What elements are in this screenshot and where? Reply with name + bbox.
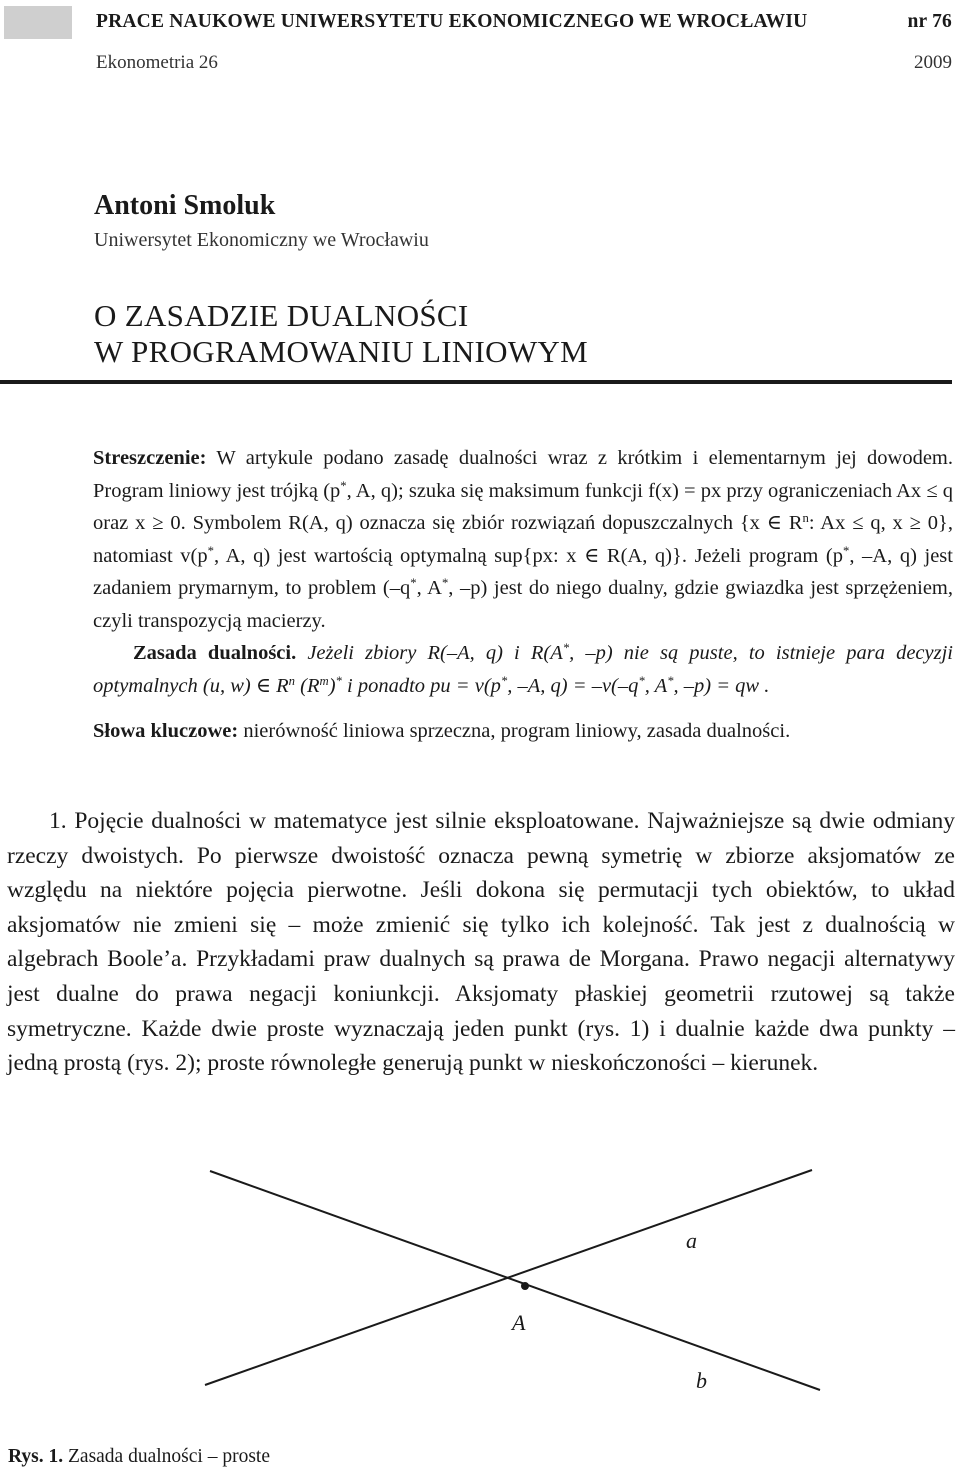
superscript: * [340,478,347,493]
superscript: m [319,673,329,688]
principle-text-1: Jeżeli zbiory R(–A, q) i R(A [296,642,563,664]
principle-text-5: i ponadto pu = v(p [341,674,501,697]
abstract-label: Streszczenie: [93,447,207,469]
label-b: b [696,1368,707,1393]
figure-1-diagram [0,1160,960,1420]
principle-label: Zasada dualności. [133,642,297,664]
abstract-text-3: : Ax ≤ q, x ≥ 0}, natomiast v(p [93,512,953,567]
figure-1 [0,1160,960,1420]
superscript: * [667,673,674,688]
intersection-point [521,1282,529,1290]
series-name: Ekonometria 26 [96,52,218,73]
caption-text: Zasada dualności – proste [63,1446,270,1467]
label-point-A: A [512,1310,526,1335]
superscript: n [802,511,809,526]
author-name: Antoni Smoluk [94,190,276,221]
principle-text-8: , –p) = qw . [673,674,770,697]
keywords-text: nierówność liniowa sprzeczna, program liniowy, zasada dualności. [238,720,791,742]
principle-text-6: , –A, q) = –v(–q [507,674,639,697]
paper-title-line-2: W PROGRAMOWANIU LINIOWYM [94,334,588,369]
abstract [93,442,953,748]
paper-title-line-1: O ZASADZIE DUALNOŚCI [94,298,469,333]
abstract-text-7: , –p) jest do niego dualny, gdzie gwiazdka jest sprzężeniem, czyli transpozycją macierzy. [93,577,953,632]
journal-header [0,0,960,44]
body-section-1 [7,804,955,1081]
abstract-text-2: , A, q); szuka się maksimum funkcji f(x) = px przy ograniczeniach Ax ≤ q oraz x ≥ 0. Symbolem R(A, q) oznacza się zbiór rozwiązań dopuszczalnych {x ∈ R [93,479,953,534]
header-shade-block [4,6,72,39]
abstract-text-4: , A, q) jest wartością optymalną sup{px: x ∈ R(A, q)}. Jeżeli program (p [214,544,843,567]
principle-text-2: , –p) nie są puste, to istnieje para decyzji optymalnych (u, w) ∈ R [93,642,953,697]
principle-text-4: ) [328,674,336,697]
title-divider [0,380,952,384]
principle-text-3: (R [295,674,320,697]
superscript: * [335,673,342,688]
line-b [210,1171,820,1390]
superscript: * [842,543,850,558]
series-line [96,52,952,74]
issue-number: nr 76 [907,11,952,32]
superscript: * [441,576,449,591]
superscript: * [207,543,214,558]
figure-caption [8,1446,270,1468]
keywords-label: Słowa kluczowe: [93,720,239,742]
superscript: * [562,641,570,656]
superscript: * [410,576,417,591]
abstract-text-1: W artykule podano zasadę dualności wraz z krótkim i elementarnym jej dowodem. Program liniowy jest trójką (p [93,447,953,502]
journal-name: PRACE NAUKOWE UNIWERSYTETU EKONOMICZNEGO WE WROCŁAWIU [96,11,808,32]
superscript: * [638,673,645,688]
keywords [93,715,953,748]
body-paragraph-1: 1. Pojęcie dualności w matematyce jest silnie eksploatowane. Najważniejsze są dwie odmiany rzeczy dwoistych. Po pierwsze dwoistość oznacza pewną symetrię w zbiorze aksjomatów ze względu na niektóre pojęcia pierwotne. Jeśli dokona się permutacji tych obiektów, to układ aksjomatów nie zmieni się – może zmienić się tylko ich kolejność. Tak jest z dualnością w algebrach Boole’a. Przykładami praw dualnych są prawa de Morgana. Prawo negacji alternatywy jest dualne do prawa negacji koniunkcji. Aksjomaty płaskiej geometrii rzutowej są także symetryczne. Każde dwie proste wyznaczają jeden punkt (rys. 1) i dualnie każde dwa punkty – jedną prostą (rys. 2); proste równoległe generują punkt w nieskończoności – kierunek. [7,808,955,1077]
caption-label: Rys. 1. [8,1446,64,1467]
duality-principle [93,637,953,702]
paper-title [94,298,588,370]
principle-text-7: , A [644,674,668,697]
publication-year: 2009 [914,52,952,73]
abstract-text-5: , –A, q) jest zadaniem prymarnym, to problem (–q [93,544,953,599]
abstract-paragraph [93,442,953,637]
journal-title [96,11,952,33]
superscript: n [288,673,296,688]
author-affiliation: Uniwersytet Ekonomiczny we Wrocławiu [94,229,429,251]
abstract-text-6: , A [416,577,442,599]
label-a: a [686,1228,697,1253]
superscript: * [500,673,508,688]
